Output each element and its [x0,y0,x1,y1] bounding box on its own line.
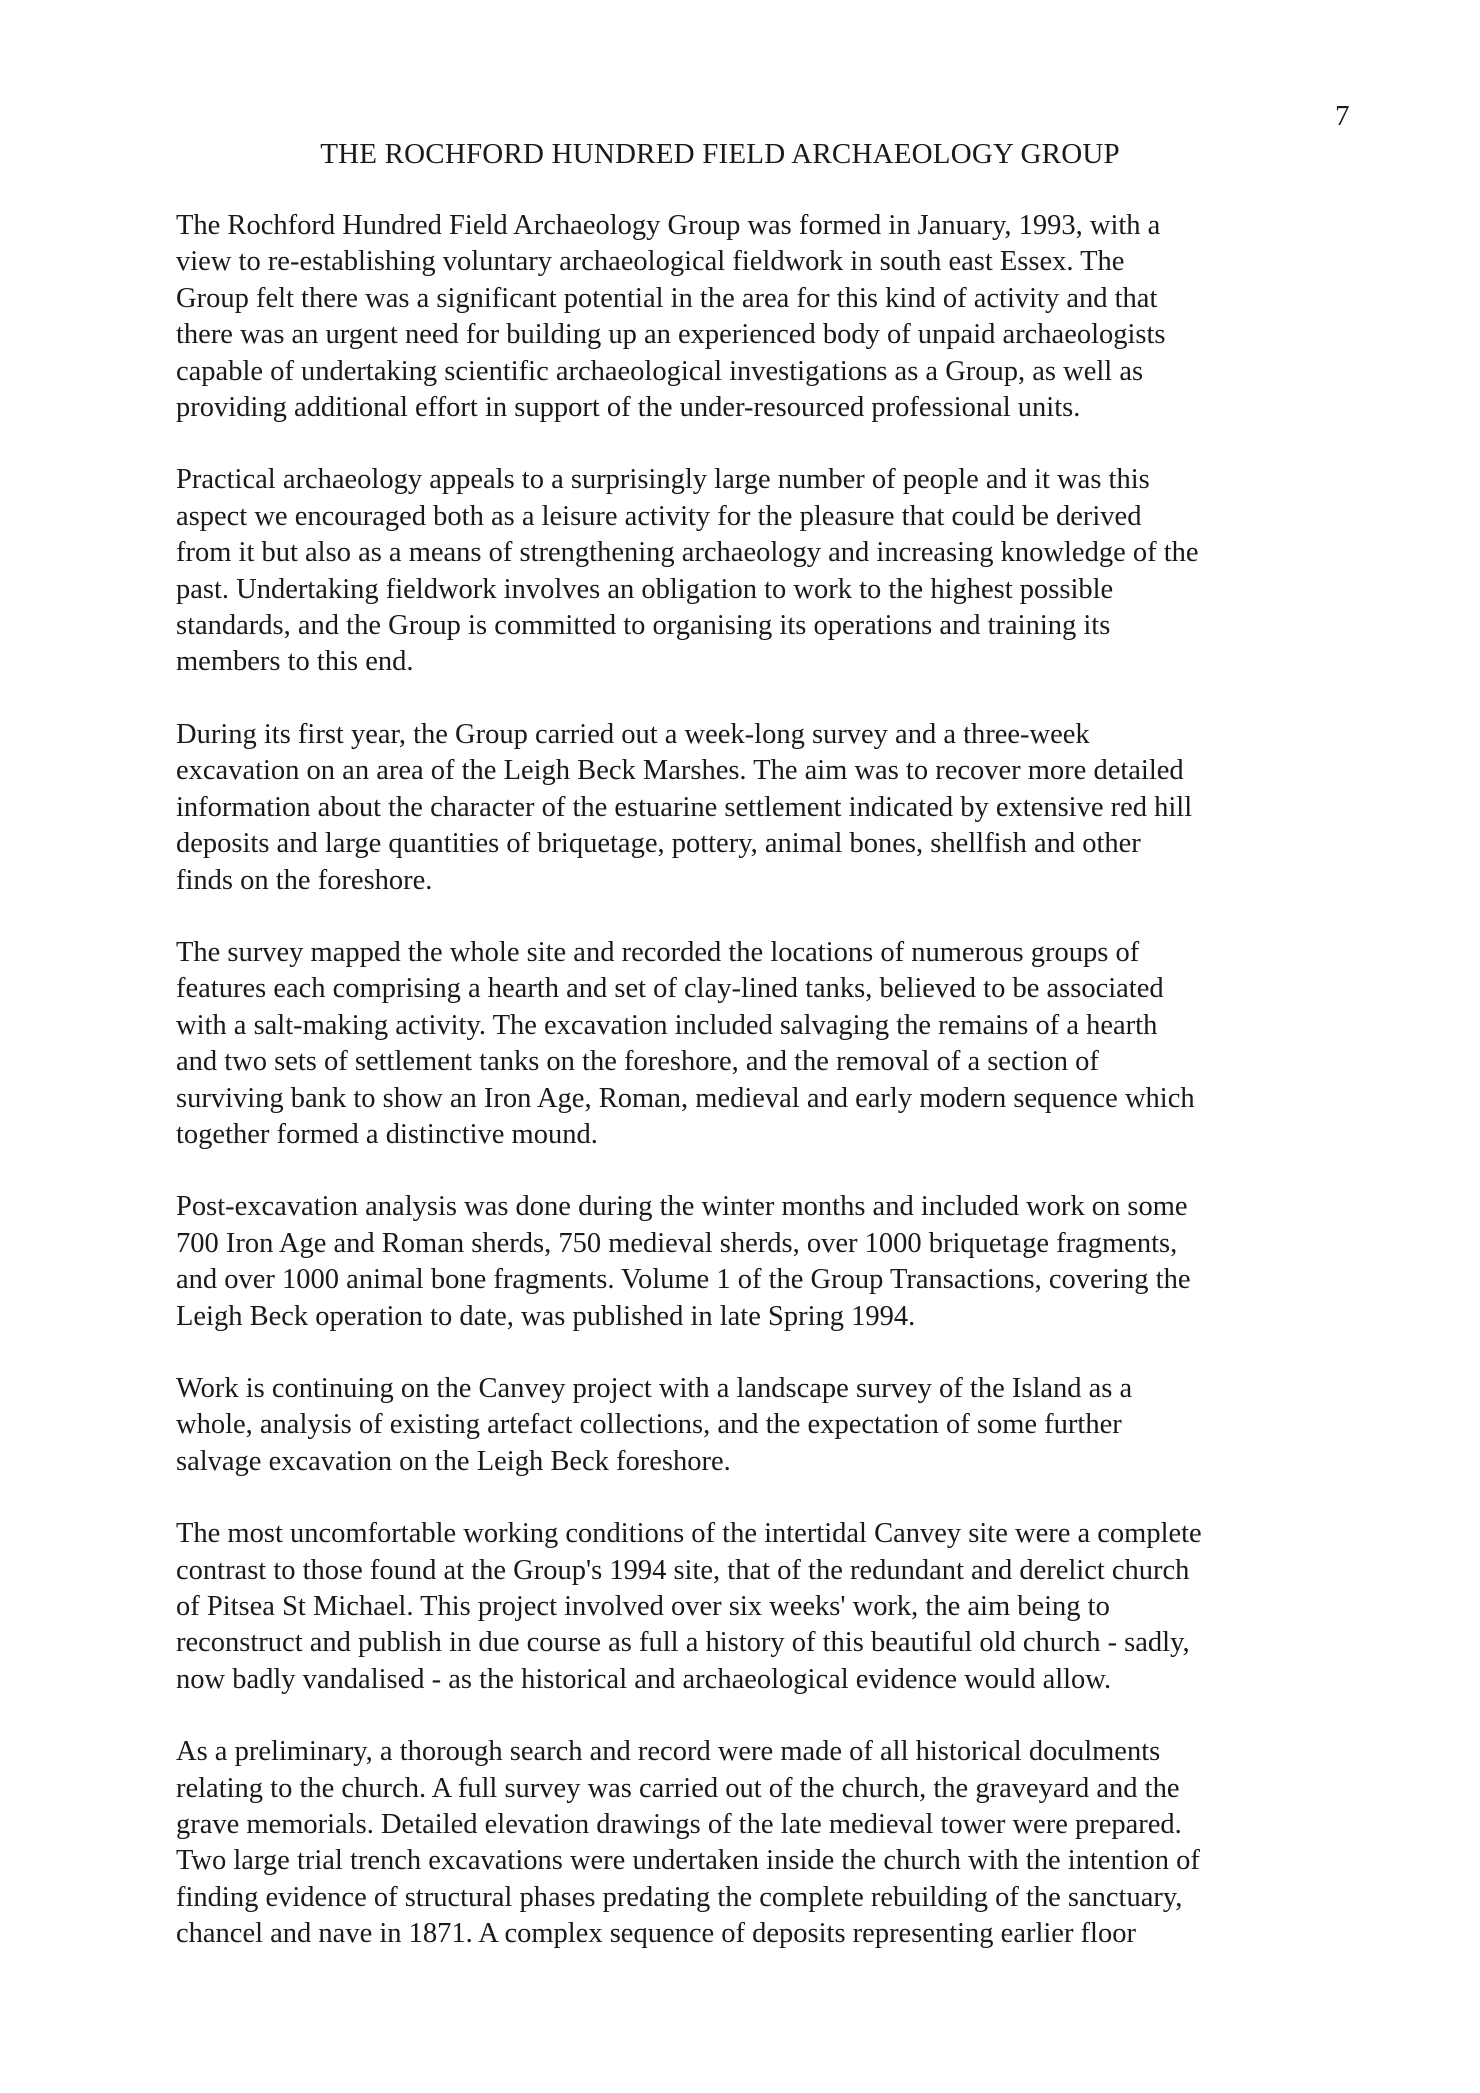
paragraph-practical-archaeology: Practical archaeology appeals to a surprisingly large number of people and it was this aspect we encouraged both as a leisure activity for the pleasure that could be derived from it but also as a means of strengthening archaeology and increasing knowledge of the past. Undertaking fieldwork involves an obligation to work to the highest possible standards, and the Group is committed to organising its operations and training its members to this end. [176,464,1199,678]
paragraph-canvey-project: Work is continuing on the Canvey project with a landscape survey of the Island as a whole, analysis of existing artefact collections, and the expectation of some further salvage excavation on the Leigh Beck foreshore. [176,1372,1133,1477]
paragraph-post-excavation: Post-excavation analysis was done during the winter months and included work on some 700 Iron Age and Roman sherds, 750 medieval sherds, over 1000 briquetage fragments, and over 1000 animal bone fragments. Volume 1 of the Group Transactions, covering the Leigh Beck operation to date, was published in late Spring 1994. [176,1191,1191,1332]
paragraph-first-year: During its first year, the Group carried out a week-long survey and a three-week excavation on an area of the Leigh Beck Marshes. The aim was to recover more detailed information about the character of the estuarine settlement indicated by extensive red hill deposits and large quantities of briquetage, pottery, animal bones, shellfish and other finds on the foreshore. [176,718,1193,896]
paragraph-formation: The Rochford Hundred Field Archaeology Group was formed in January, 1993, with a view to re-establishing voluntary archaeological fieldwork in south east Essex. The Group felt there was a significant potential in the area for this kind of activity and that there was an urgent need for building up an experienced body of unpaid archaeologists capable of undertaking scientific archaeological investigations as a Group, as well as providing additional effort in support of the under-resourced professional units. [176,210,1166,424]
paragraph-preliminary-search: As a preliminary, a thorough search and record were made of all historical doculments relating to the church. A full survey was carried out of the church, the graveyard and the grave memorials. Detailed elevation drawings of the late medieval tower were prepared. Two large trial trench excavations were undertaken inside the church with the intention of finding evidence of structural phases predating the complete rebuilding of the sanctuary, chancel and nave in 1871. A complex sequence of deposits representing earlier floor [176,1736,1200,1950]
paragraph-pitsea-church: The most uncomfortable working conditions of the intertidal Canvey site were a complete contrast to those found at the Group's 1994 site, that of the redundant and derelict church of Pitsea St Michael. This project involved over six weeks' work, the aim being to reconstruct and publish in due course as full a history of this beautiful old church - sadly, now badly vandalised - as the historical and archaeological evidence would allow. [176,1518,1202,1695]
body-text [176,208,1346,1989]
paragraph-survey: The survey mapped the whole site and recorded the locations of numerous groups of features each comprising a hearth and set of clay-lined tanks, believed to be associated with a salt-making activity. The excavation included salvaging the remains of a hearth and two sets of settlement tanks on the foreshore, and the removal of a section of surviving bank to show an Iron Age, Roman, medieval and early modern sequence which together formed a distinctive mound. [176,936,1195,1150]
page-title: THE ROCHFORD HUNDRED FIELD ARCHAEOLOGY GROUP [320,138,1120,170]
page-number: 7 [1335,100,1350,132]
